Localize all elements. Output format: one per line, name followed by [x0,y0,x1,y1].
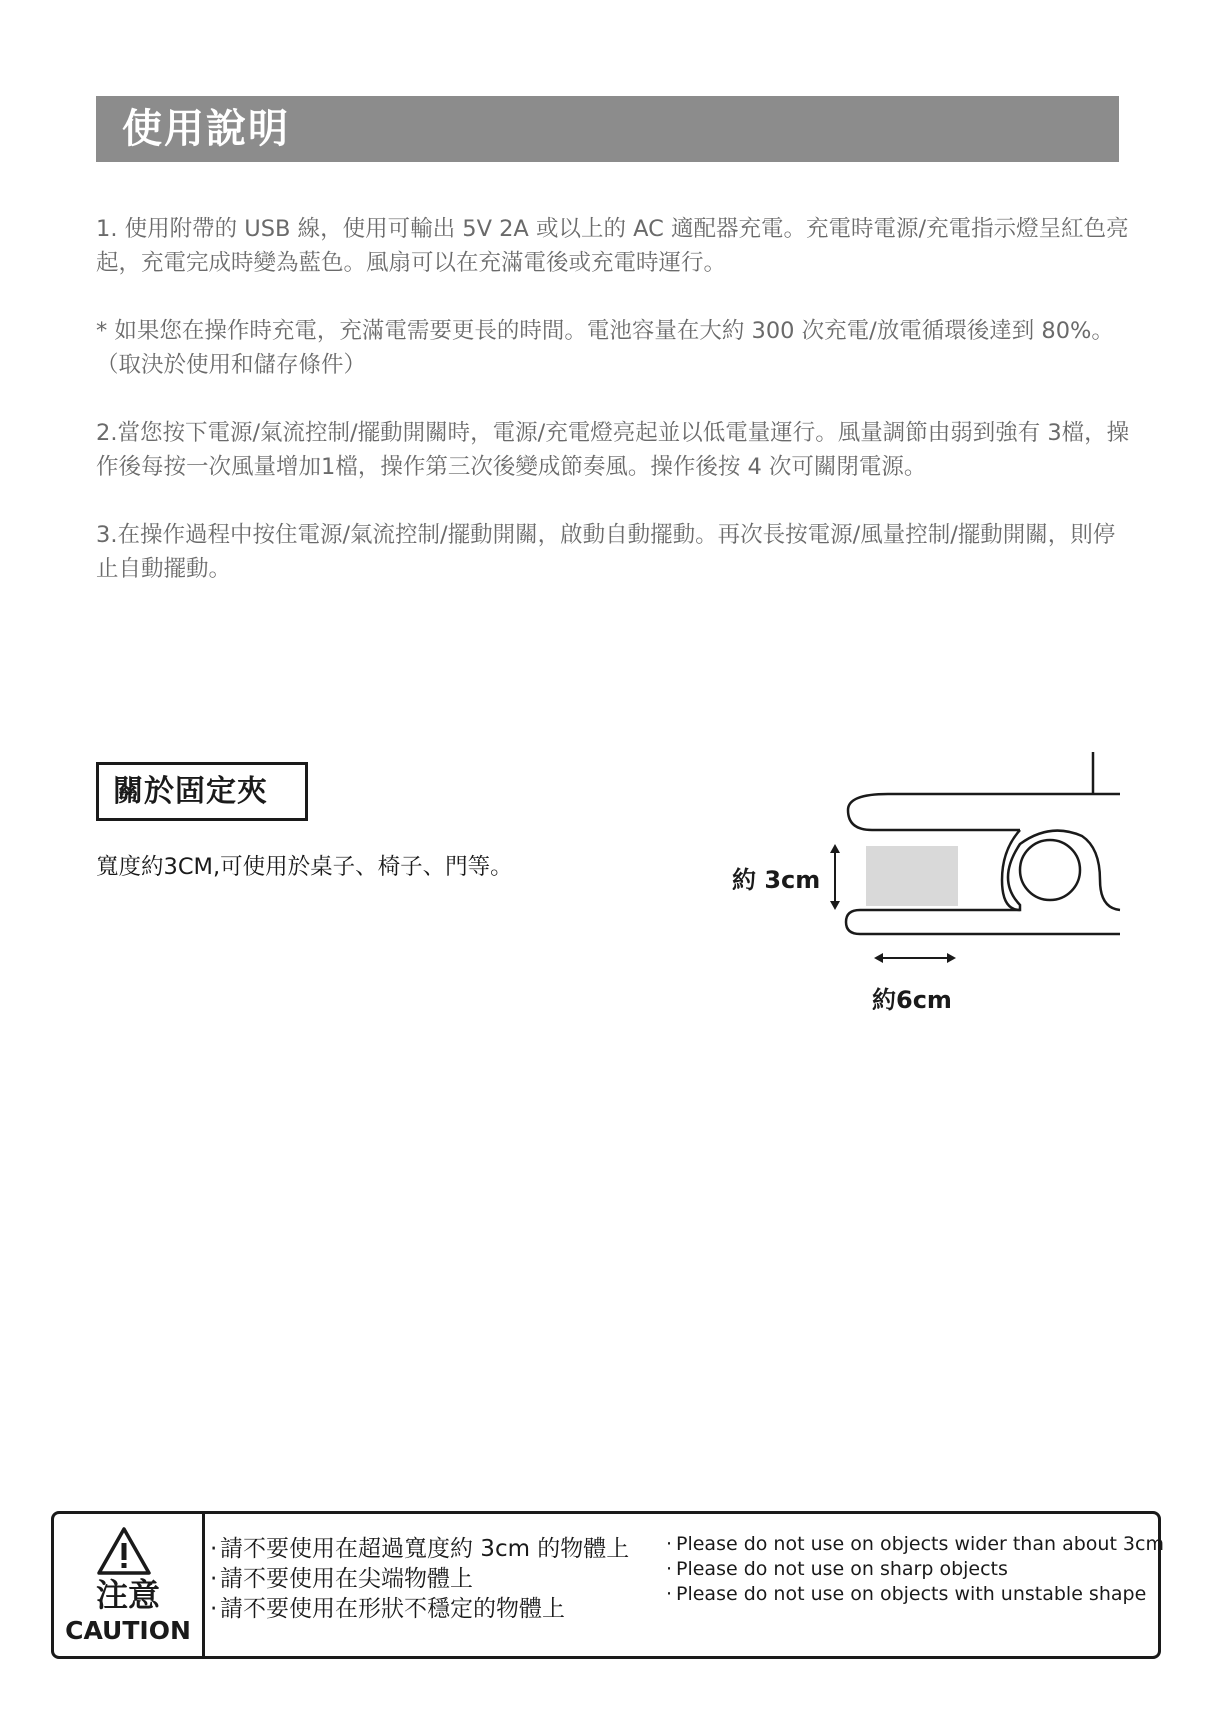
caution-en-list [666,1532,1164,1607]
caution-zh-list [210,1534,629,1624]
caution-label-en: CAUTION [65,1616,191,1645]
instruction-paragraph-3: 3.在操作過程中按住電源/氣流控制/擺動開關，啟動自動擺動。再次長按電源/風量控制/擺動開關，則停止自動擺動。 [96,522,1116,582]
caution-zh-item: · 請不要使用在形狀不穩定的物體上 [210,1596,565,1622]
caution-en-item: · Please do not use on objects with unstable shape [666,1583,1147,1605]
clip-width-label: 約6cm [872,986,952,1014]
width-arrow-head-right [947,953,956,963]
height-arrow-head-bottom [830,901,840,910]
caution-en-item: · Please do not use on objects wider than about 3cm [666,1533,1164,1555]
caution-zh-item: · 請不要使用在尖端物體上 [210,1566,473,1592]
page-title: 使用說明 [122,106,290,152]
caution-label-zh: 注意 [95,1576,160,1614]
header-bar [96,96,1119,162]
caution-box [51,1511,1164,1659]
clip-description: 寬度約3CM,可使用於桌子、椅子、門等。 [96,854,513,880]
caution-zh-item: · 請不要使用在超過寬度約 3cm 的物體上 [210,1536,630,1562]
clip-diagram [700,740,1140,1020]
clip-section-title: 關於固定夾 [113,774,268,809]
caution-en-item: · Please do not use on sharp objects [666,1558,1008,1580]
clip-section-title-box [96,762,308,821]
width-arrow-head-left [874,953,883,963]
instructions-section [96,212,1136,620]
clip-ring-circle [1020,840,1080,900]
height-arrow-head-top [830,844,840,853]
warning-triangle-icon [96,1526,152,1576]
clip-upper-arm [848,794,1120,830]
clip-object-placeholder [866,846,958,906]
clip-lower-arm [846,910,1120,934]
instruction-paragraph-1: 1. 使用附帶的 USB 線，使用可輸出 5V 2A 或以上的 AC 適配器充電。充電時電源/充電指示燈呈紅色亮起，充電完成時變為藍色。風扇可以在充滿電後或充電時運行。 [96,216,1129,276]
caution-divider [202,1514,205,1656]
instruction-note: * 如果您在操作時充電，充滿電需要更長的時間。電池容量在大約 300 次充電/放電循環後達到 80%。（取決於使用和儲存條件） [96,318,1114,378]
clip-height-label: 約 3cm [732,866,821,894]
instruction-paragraph-2: 2.當您按下電源/氣流控制/擺動開關時，電源/充電燈亮起並以低電量運行。風量調節由弱到強有 3檔，操作後每按一次風量增加1檔，操作第三次後變成節奏風。操作後按 4 次可關閉電源。 [96,420,1130,480]
